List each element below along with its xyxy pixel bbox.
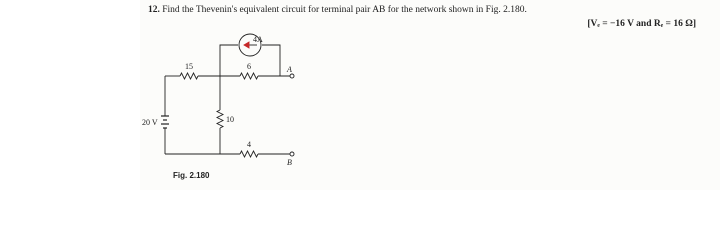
figure-caption: Fig. 2.180 (173, 171, 210, 180)
terminal-a-label: A (287, 65, 292, 74)
current-source-label: 4A (253, 35, 263, 44)
terminal-a-node (290, 74, 294, 78)
voltage-source-branch (161, 76, 169, 154)
problem-answer: [Vₑ = −16 V and Rₑ = 16 Ω] (587, 19, 696, 29)
voltage-source-label: 20 V (142, 118, 158, 127)
terminal-b-label: B (287, 158, 292, 167)
vertical-resistor-branch (217, 76, 223, 154)
bottom-wire (165, 151, 290, 157)
terminal-b-node (290, 152, 294, 156)
circuit-diagram (140, 30, 320, 170)
resistor-6-label: 6 (247, 62, 251, 71)
problem-text: Find the Thevenin's equivalent circuit for terminal pair AB for the network shown in Fig. 2.180. (162, 5, 527, 15)
top-wire (165, 73, 290, 79)
resistor-10-label: 10 (226, 115, 234, 124)
resistor-15-label: 15 (185, 62, 193, 71)
problem-statement (148, 5, 527, 15)
resistor-4-label: 4 (247, 140, 251, 149)
problem-number: 12. (148, 5, 160, 15)
